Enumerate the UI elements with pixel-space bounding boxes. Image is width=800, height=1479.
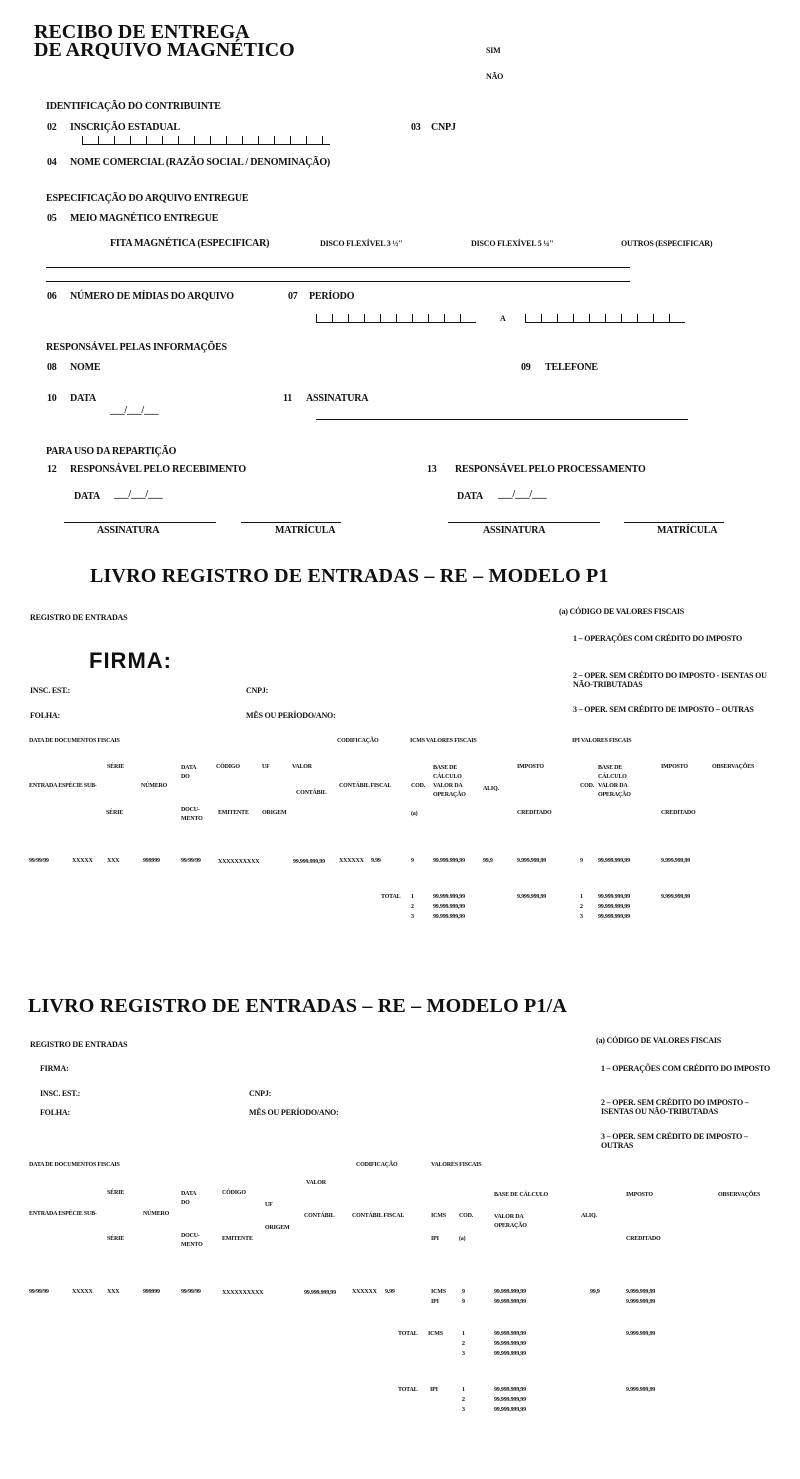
p1-row-contabil: XXXXXX xyxy=(339,858,364,864)
p1-h-base-icms: BASE DE CÁLCULO VALOR DA OPERAÇÃO xyxy=(433,765,466,798)
p1-h-icms-vf: ICMS VALORES FISCAIS xyxy=(410,738,477,744)
p1-total-ipi-code-3: 3 xyxy=(580,914,583,920)
p1a-h-icms: ICMS xyxy=(431,1213,446,1219)
p1-h-observacoes: OBSERVAÇÕES xyxy=(712,764,755,770)
p1-firma-label: FIRMA: xyxy=(89,648,172,673)
field-08-number: 08 xyxy=(47,362,57,373)
p1-code-3: 3 – OPER. SEM CRÉDITO DE IMPOSTO – OUTRAS xyxy=(573,705,754,714)
p1a-row-serie: XXX xyxy=(107,1289,120,1295)
p1-row-imposto-ipi: 9.999.999,99 xyxy=(661,858,691,864)
field-13-label: RESPONSÁVEL PELO PROCESSAMENTO xyxy=(455,464,646,475)
p1a-total-ipi-code-3: 3 xyxy=(462,1407,465,1413)
p1a-h-contabil-fiscal: CONTÁBIL FISCAL xyxy=(352,1213,405,1219)
p1-total-imposto: 9.999.999,99 xyxy=(517,894,547,900)
p1-row-data-entrada: 99/99/99 xyxy=(29,858,49,864)
p1-total-val-3: 99.999.999,99 xyxy=(433,914,465,920)
field-05-number: 05 xyxy=(47,213,57,224)
p1a-total-ipi-code-2: 2 xyxy=(462,1397,465,1403)
field-10-number: 10 xyxy=(47,393,57,404)
p1-row-valor: 99.999.999,99 xyxy=(293,859,325,865)
field-11-label: ASSINATURA xyxy=(306,393,369,404)
p1a-total-icms-val-3: 99.999.999,99 xyxy=(494,1351,526,1357)
p1a-codes-title: (a) CÓDIGO DE VALORES FISCAIS xyxy=(596,1036,722,1045)
p1-total-ipi-val-2: 99.999.999,99 xyxy=(598,904,630,910)
p1-mes-label: MÊS OU PERÍODO/ANO: xyxy=(246,711,336,720)
p1-codes-title: (a) CÓDIGO DE VALORES FISCAIS xyxy=(559,607,685,616)
p1a-code-2: 2 – OPER. SEM CRÉDITO DO IMPOSTO – ISENTAS OU NÃO-TRIBUTADAS xyxy=(601,1098,749,1116)
specify-line-2[interactable] xyxy=(46,281,630,282)
p1a-total-icms-val-1: 99.999.999,99 xyxy=(494,1331,526,1337)
p1a-total-icms-code-3: 3 xyxy=(462,1351,465,1357)
p1a-h-serie2: SÉRIE xyxy=(107,1236,125,1242)
field-05-label: MEIO MAGNÉTICO ENTREGUE xyxy=(70,213,219,224)
matricula-line-12[interactable] xyxy=(241,522,341,523)
p1-h-contabil: CONTÁBIL xyxy=(296,790,327,796)
p1-h-cod: COD. xyxy=(411,783,426,789)
p1a-row-data-entrada: 99/99/99 xyxy=(29,1289,49,1295)
p1-row-codigo: XXXXXXXXXX xyxy=(218,859,260,865)
assinatura-caption-13: ASSINATURA xyxy=(483,525,546,536)
p1-total-val-1: 99.999.999,99 xyxy=(433,894,465,900)
p1-h-a: (a) xyxy=(411,811,418,817)
p1a-row-especie: XXXXX xyxy=(72,1289,93,1295)
p1a-h-creditado: CREDITADO xyxy=(626,1236,661,1242)
date-field-13[interactable]: ___/___/___ xyxy=(498,489,547,500)
field-07-label: PERÍODO xyxy=(309,291,355,302)
p1a-cnpj-label: CNPJ: xyxy=(249,1089,272,1098)
p1a-total-icms-code-1: 1 xyxy=(462,1331,465,1337)
p1a-row-codigo: XXXXXXXXXX xyxy=(222,1290,264,1296)
p1-row-base: 99.999.999,99 xyxy=(433,858,465,864)
p1a-row-valor: 99.999.999,99 xyxy=(304,1290,336,1296)
data-label-12: DATA xyxy=(74,491,101,502)
field-09-number: 09 xyxy=(521,362,531,373)
p1a-row-icms: ICMS xyxy=(431,1289,446,1295)
recibo-title-line2: DE ARQUIVO MAGNÉTICO xyxy=(34,39,295,61)
p1-row-numero: 999999 xyxy=(143,858,160,864)
sim-option[interactable]: SIM xyxy=(486,46,501,55)
assinatura-caption-12: ASSINATURA xyxy=(97,525,160,536)
p1a-total-icms-label: TOTAL xyxy=(398,1331,418,1337)
p1a-title: LIVRO REGISTRO DE ENTRADAS – RE – MODELO P1/A xyxy=(28,995,568,1017)
p1a-row-fiscal: 9.99 xyxy=(385,1289,395,1295)
option-disco-35[interactable]: DISCO FLEXÍVEL 3 ½" xyxy=(320,239,403,248)
p1a-registro: REGISTRO DE ENTRADAS xyxy=(30,1040,128,1049)
field-06-label: NÚMERO DE MÍDIAS DO ARQUIVO xyxy=(70,291,234,302)
p1-row-imposto: 9.999.999,99 xyxy=(517,858,547,864)
field-10-label: DATA xyxy=(70,393,97,404)
p1a-h-contabil: CONTÁBIL xyxy=(304,1213,335,1219)
field-04-number: 04 xyxy=(47,157,57,168)
p1a-h-observacoes: OBSERVAÇÕES xyxy=(718,1192,761,1198)
p1-h-cod-ipi: COD. xyxy=(580,783,595,789)
p1a-row-ipi: IPI xyxy=(431,1299,439,1305)
nao-option[interactable]: NÃO xyxy=(486,72,504,81)
p1a-h-numero: NÚMERO xyxy=(143,1211,170,1217)
p1-h-emitente: EMITENTE xyxy=(218,810,249,816)
p1-h-serie: SÉRIE xyxy=(107,764,125,770)
p1a-h-codigo: CÓDIGO xyxy=(222,1190,246,1196)
p1a-h-aliq: ALIQ. xyxy=(581,1213,597,1219)
especificacao-heading: ESPECIFICAÇÃO DO ARQUIVO ENTREGUE xyxy=(46,193,249,204)
p1-h-entrada: ENTRADA ESPÉCIE SUB- xyxy=(29,783,97,789)
assinatura-line-13[interactable] xyxy=(448,522,600,523)
p1a-total-ipi-val-3: 99.999.999,99 xyxy=(494,1407,526,1413)
p1-registro: REGISTRO DE ENTRADAS xyxy=(30,613,128,622)
p1a-insc-label: INSC. EST.: xyxy=(40,1089,81,1098)
p1a-row-imposto-icms: 9.999.999,99 xyxy=(626,1289,656,1295)
p1-h-valor: VALOR xyxy=(292,764,312,770)
p1-total-ipi-val-1: 99.999.999,99 xyxy=(598,894,630,900)
p1-h-origem: ORIGEM xyxy=(262,810,287,816)
p1a-h-valores: VALORES FISCAIS xyxy=(431,1162,482,1168)
p1a-row-numero: 999999 xyxy=(143,1289,160,1295)
matricula-caption-12: MATRÍCULA xyxy=(275,525,336,536)
p1-total-ipi-code-2: 2 xyxy=(580,904,583,910)
p1-h-creditado-ipi: CREDITADO xyxy=(661,810,696,816)
responsavel-heading: RESPONSÁVEL PELAS INFORMAÇÕES xyxy=(46,342,227,353)
p1-total-ipi-val-3: 99.999.999,99 xyxy=(598,914,630,920)
option-disco-525[interactable]: DISCO FLEXÍVEL 5 ¼" xyxy=(471,239,554,248)
p1a-h-data-docs: DATA DE DOCUMENTOS FISCAIS xyxy=(29,1162,120,1168)
p1a-firma-label: FIRMA: xyxy=(40,1064,69,1073)
p1a-h-serie: SÉRIE xyxy=(107,1190,125,1196)
p1-total-ipi-imposto: 9.999.999,99 xyxy=(661,894,691,900)
matricula-line-13[interactable] xyxy=(624,522,724,523)
p1-h-creditado: CREDITADO xyxy=(517,810,552,816)
periodo-end-boxes[interactable] xyxy=(525,314,685,323)
p1-row-base-ipi: 99.999.999,99 xyxy=(598,858,630,864)
p1-h-documento: DOCU-MENTO xyxy=(181,807,203,822)
p1a-h-cod: COD. xyxy=(459,1213,474,1219)
p1-total-code-2: 2 xyxy=(411,904,414,910)
p1a-code-1: 1 – OPERAÇÕES COM CRÉDITO DO IMPOSTO xyxy=(601,1064,770,1073)
p1a-row-contabil: XXXXXX xyxy=(352,1289,377,1295)
p1a-folha-label: FOLHA: xyxy=(40,1108,70,1117)
p1a-total-icms-imposto: 9.999.999,99 xyxy=(626,1331,656,1337)
p1-h-codificacao: CODIFICAÇÃO xyxy=(337,738,379,744)
periodo-a-label: A xyxy=(500,314,506,323)
p1a-row-cod-icms: 9 xyxy=(462,1289,465,1295)
p1a-h-imposto: IMPOSTO xyxy=(626,1192,653,1198)
p1a-total-icms-code-2: 2 xyxy=(462,1341,465,1347)
date-field-10[interactable]: ___/___/___ xyxy=(110,405,159,416)
p1-total-ipi-code-1: 1 xyxy=(580,894,583,900)
field-07-number: 07 xyxy=(288,291,298,302)
field-08-label: NOME xyxy=(70,362,101,373)
field-03-label: CNPJ xyxy=(431,122,456,133)
p1-row-especie: XXXXX xyxy=(72,858,93,864)
p1a-mes-label: MÊS OU PERÍODO/ANO: xyxy=(249,1108,339,1117)
p1-h-contabil-fiscal: CONTÁBIL FISCAL xyxy=(339,783,392,789)
p1a-h-origem: ORIGEM xyxy=(265,1225,290,1231)
p1-insc-label: INSC. EST.: xyxy=(30,686,71,695)
p1-folha-label: FOLHA: xyxy=(30,711,60,720)
p1a-row-imposto-ipi: 9.999.999,99 xyxy=(626,1299,656,1305)
p1-row-aliq: 99,9 xyxy=(483,858,493,864)
p1a-total-ipi-val-1: 99.999.999,99 xyxy=(494,1387,526,1393)
p1a-total-icms-tag: ICMS xyxy=(428,1331,443,1337)
p1a-h-codificacao: CODIFICAÇÃO xyxy=(356,1162,398,1168)
p1-title: LIVRO REGISTRO DE ENTRADAS – RE – MODELO P1 xyxy=(90,565,609,587)
p1-h-aliq: ALIQ. xyxy=(483,786,499,792)
field-02-number: 02 xyxy=(47,122,57,133)
p1a-row-base-ipi: 99.999.999,99 xyxy=(494,1299,526,1305)
reparticao-heading: PARA USO DA REPARTIÇÃO xyxy=(46,446,177,457)
p1-row-serie: XXX xyxy=(107,858,120,864)
p1a-row-data-doc: 99/99/99 xyxy=(181,1289,201,1295)
field-12-number: 12 xyxy=(47,464,57,475)
p1a-total-ipi-tag: IPI xyxy=(430,1387,438,1393)
p1-h-codigo: CÓDIGO xyxy=(216,764,240,770)
p1a-row-base-icms: 99.999.999,99 xyxy=(494,1289,526,1295)
option-fita[interactable]: FITA MAGNÉTICA (ESPECIFICAR) xyxy=(110,238,270,249)
p1a-total-icms-val-2: 99.999.999,99 xyxy=(494,1341,526,1347)
p1-total-code-1: 1 xyxy=(411,894,414,900)
p1a-row-cod-ipi: 9 xyxy=(462,1299,465,1305)
p1-code-2: 2 – OPER. SEM CRÉDITO DO IMPOSTO - ISENTAS OU NÃO-TRIBUTADAS xyxy=(573,671,767,689)
p1-row-data-doc: 99/99/99 xyxy=(181,858,201,864)
p1a-h-documento: DOCU-MENTO xyxy=(181,1233,203,1248)
p1-total-label: TOTAL xyxy=(381,894,401,900)
p1a-h-valor: VALOR xyxy=(306,1180,326,1186)
date-field-12[interactable]: ___/___/___ xyxy=(114,489,163,500)
assinatura-line-12[interactable] xyxy=(64,522,216,523)
p1a-code-3: 3 – OPER. SEM CRÉDITO DE IMPOSTO – OUTRAS xyxy=(601,1132,748,1150)
p1a-total-ipi-imposto: 9.999.999,99 xyxy=(626,1387,656,1393)
p1a-h-ipi: IPI xyxy=(431,1236,439,1242)
p1-h-imposto: IMPOSTO xyxy=(517,764,544,770)
p1-total-code-3: 3 xyxy=(411,914,414,920)
p1a-h-valor-op: VALOR DA OPERAÇÃO xyxy=(494,1214,527,1229)
p1a-total-ipi-code-1: 1 xyxy=(462,1387,465,1393)
p1-h-serie2: SÉRIE xyxy=(106,810,124,816)
p1a-h-a: (a) xyxy=(459,1236,466,1242)
p1a-h-data-do: DATA DO xyxy=(181,1191,196,1206)
p1-code-1: 1 – OPERAÇÕES COM CRÉDITO DO IMPOSTO xyxy=(573,634,742,643)
matricula-caption-13: MATRÍCULA xyxy=(657,525,718,536)
data-label-13: DATA xyxy=(457,491,484,502)
field-11-number: 11 xyxy=(283,393,293,404)
field-03-number: 03 xyxy=(411,122,421,133)
field-12-label: RESPONSÁVEL PELO RECEBIMENTO xyxy=(70,464,246,475)
p1a-row-aliq: 99,9 xyxy=(590,1289,600,1295)
p1-h-data-docs: DATA DE DOCUMENTOS FISCAIS xyxy=(29,738,120,744)
p1-row-fiscal: 9.99 xyxy=(371,858,381,864)
p1a-total-ipi-label: TOTAL xyxy=(398,1387,418,1393)
specify-line-1[interactable] xyxy=(46,267,630,268)
field-13-number: 13 xyxy=(427,464,437,475)
p1-row-cod: 9 xyxy=(411,858,414,864)
p1a-h-uf: UF xyxy=(265,1202,273,1208)
p1a-h-emitente: EMITENTE xyxy=(222,1236,253,1242)
p1-h-base-ipi: BASE DE CÁLCULO VALOR DA OPERAÇÃO xyxy=(598,765,631,798)
inscricao-estadual-boxes[interactable] xyxy=(82,136,330,145)
p1-total-val-2: 99.999.999,99 xyxy=(433,904,465,910)
field-04-label: NOME COMERCIAL (RAZÃO SOCIAL / DENOMINAÇÃO) xyxy=(70,157,331,168)
field-02-label: INSCRIÇÃO ESTADUAL xyxy=(70,122,180,133)
p1-h-data-do: DATA DO xyxy=(181,765,196,780)
p1-h-uf: UF xyxy=(262,764,270,770)
identificacao-heading: IDENTIFICAÇÃO DO CONTRIBUINTE xyxy=(46,101,221,112)
periodo-start-boxes[interactable] xyxy=(316,314,476,323)
p1-row-cod-ipi: 9 xyxy=(580,858,583,864)
assinatura-line[interactable] xyxy=(316,419,688,420)
p1-h-ipi-vf: IPI VALORES FISCAIS xyxy=(572,738,632,744)
field-09-label: TELEFONE xyxy=(545,362,598,373)
field-06-number: 06 xyxy=(47,291,57,302)
p1a-h-base: BASE DE CÁLCULO xyxy=(494,1192,549,1198)
p1a-h-entrada: ENTRADA ESPÉCIE SUB- xyxy=(29,1211,97,1217)
option-outros[interactable]: OUTROS (ESPECIFICAR) xyxy=(621,239,713,248)
p1-h-numero: NÚMERO xyxy=(141,783,168,789)
recibo-title-line1: RECIBO DE ENTREGA xyxy=(34,21,250,43)
p1-cnpj-label: CNPJ: xyxy=(246,686,269,695)
p1a-total-ipi-val-2: 99.999.999,99 xyxy=(494,1397,526,1403)
p1-h-imposto-ipi: IMPOSTO xyxy=(661,764,688,770)
